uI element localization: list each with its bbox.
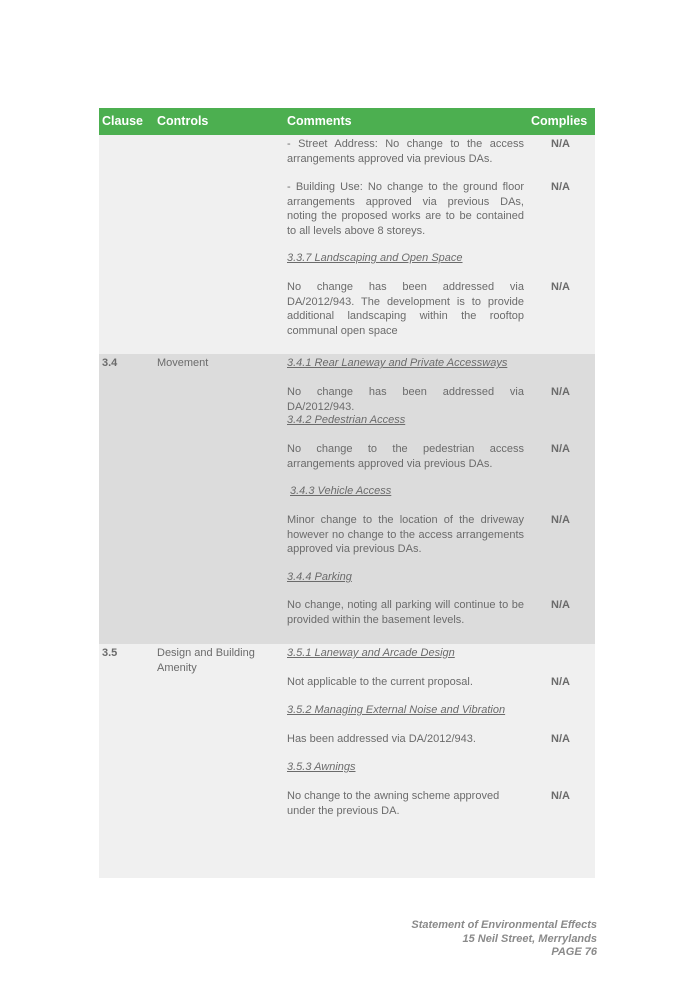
- page-footer: [411, 919, 597, 960]
- header-comments: Comments: [287, 114, 352, 128]
- comment-heading: 3.5.2 Managing External Noise and Vibration: [287, 704, 506, 716]
- comment-heading: 3.4.1 Rear Laneway and Private Accessways: [287, 357, 508, 369]
- table-header: [99, 108, 595, 135]
- footer-address: 15 Neil Street, Merrylands: [462, 932, 597, 945]
- comment-text: No change has been addressed via DA/2012/943. The development is to provide additional landscaping within the rooftop communal open space: [287, 281, 524, 337]
- footer-document-title: Statement of Environmental Effects: [411, 919, 597, 931]
- complies-value: N/A: [551, 514, 570, 526]
- comment-text: - Street Address: No change to the access arrangements approved via previous DAs.: [287, 138, 524, 165]
- complies-value: N/A: [551, 676, 570, 688]
- control-cell: Design and Building Amenity: [157, 647, 255, 674]
- table-row-continuation: [99, 135, 595, 354]
- complies-value: N/A: [551, 733, 570, 745]
- comment-text: No change has been addressed via DA/2012/943.: [287, 386, 524, 413]
- comment-text: No change to the awning scheme approved under the previous DA.: [287, 790, 500, 817]
- clause-cell: 3.4: [102, 357, 118, 369]
- complies-value: N/A: [551, 181, 570, 193]
- complies-value: N/A: [551, 138, 570, 150]
- comment-heading: 3.5.3 Awnings: [287, 761, 356, 773]
- comment-heading: 3.5.1 Laneway and Arcade Design: [287, 647, 455, 659]
- table-row-3-5: [99, 644, 595, 878]
- comment-text: - Building Use: No change to the ground floor arrangements approved via previous DAs, noting the proposed works are to be contained to all levels above 8 storeys.: [287, 181, 524, 237]
- comment-heading: 3.3.7 Landscaping and Open Space: [287, 252, 463, 264]
- complies-value: N/A: [551, 281, 570, 293]
- header-clause: Clause: [102, 114, 143, 128]
- control-cell: Movement: [157, 357, 209, 369]
- comment-text: No change, noting all parking will continue to be provided within the basement levels.: [287, 599, 524, 626]
- clause-cell: 3.5: [102, 647, 118, 659]
- header-controls: Controls: [157, 114, 209, 128]
- comment-text: Minor change to the location of the driveway however no change to the access arrangements approved via previous DAs.: [287, 514, 524, 555]
- complies-value: N/A: [551, 599, 570, 611]
- compliance-table: [99, 108, 595, 878]
- footer-page-number: PAGE 76: [551, 946, 597, 958]
- header-complies: Complies: [531, 114, 588, 128]
- table-row-3-4: [99, 354, 595, 644]
- complies-value: N/A: [551, 443, 570, 455]
- complies-value: N/A: [551, 386, 570, 398]
- comment-heading: 3.4.4 Parking: [287, 571, 352, 583]
- complies-value: N/A: [551, 790, 570, 802]
- comment-heading: 3.4.3 Vehicle Access: [290, 485, 392, 497]
- comment-heading: 3.4.2 Pedestrian Access: [287, 414, 406, 426]
- comment-text: Not applicable to the current proposal.: [287, 676, 473, 688]
- comment-text: Has been addressed via DA/2012/943.: [287, 733, 476, 745]
- comment-text: No change to the pedestrian access arrangements approved via previous DAs.: [287, 443, 524, 470]
